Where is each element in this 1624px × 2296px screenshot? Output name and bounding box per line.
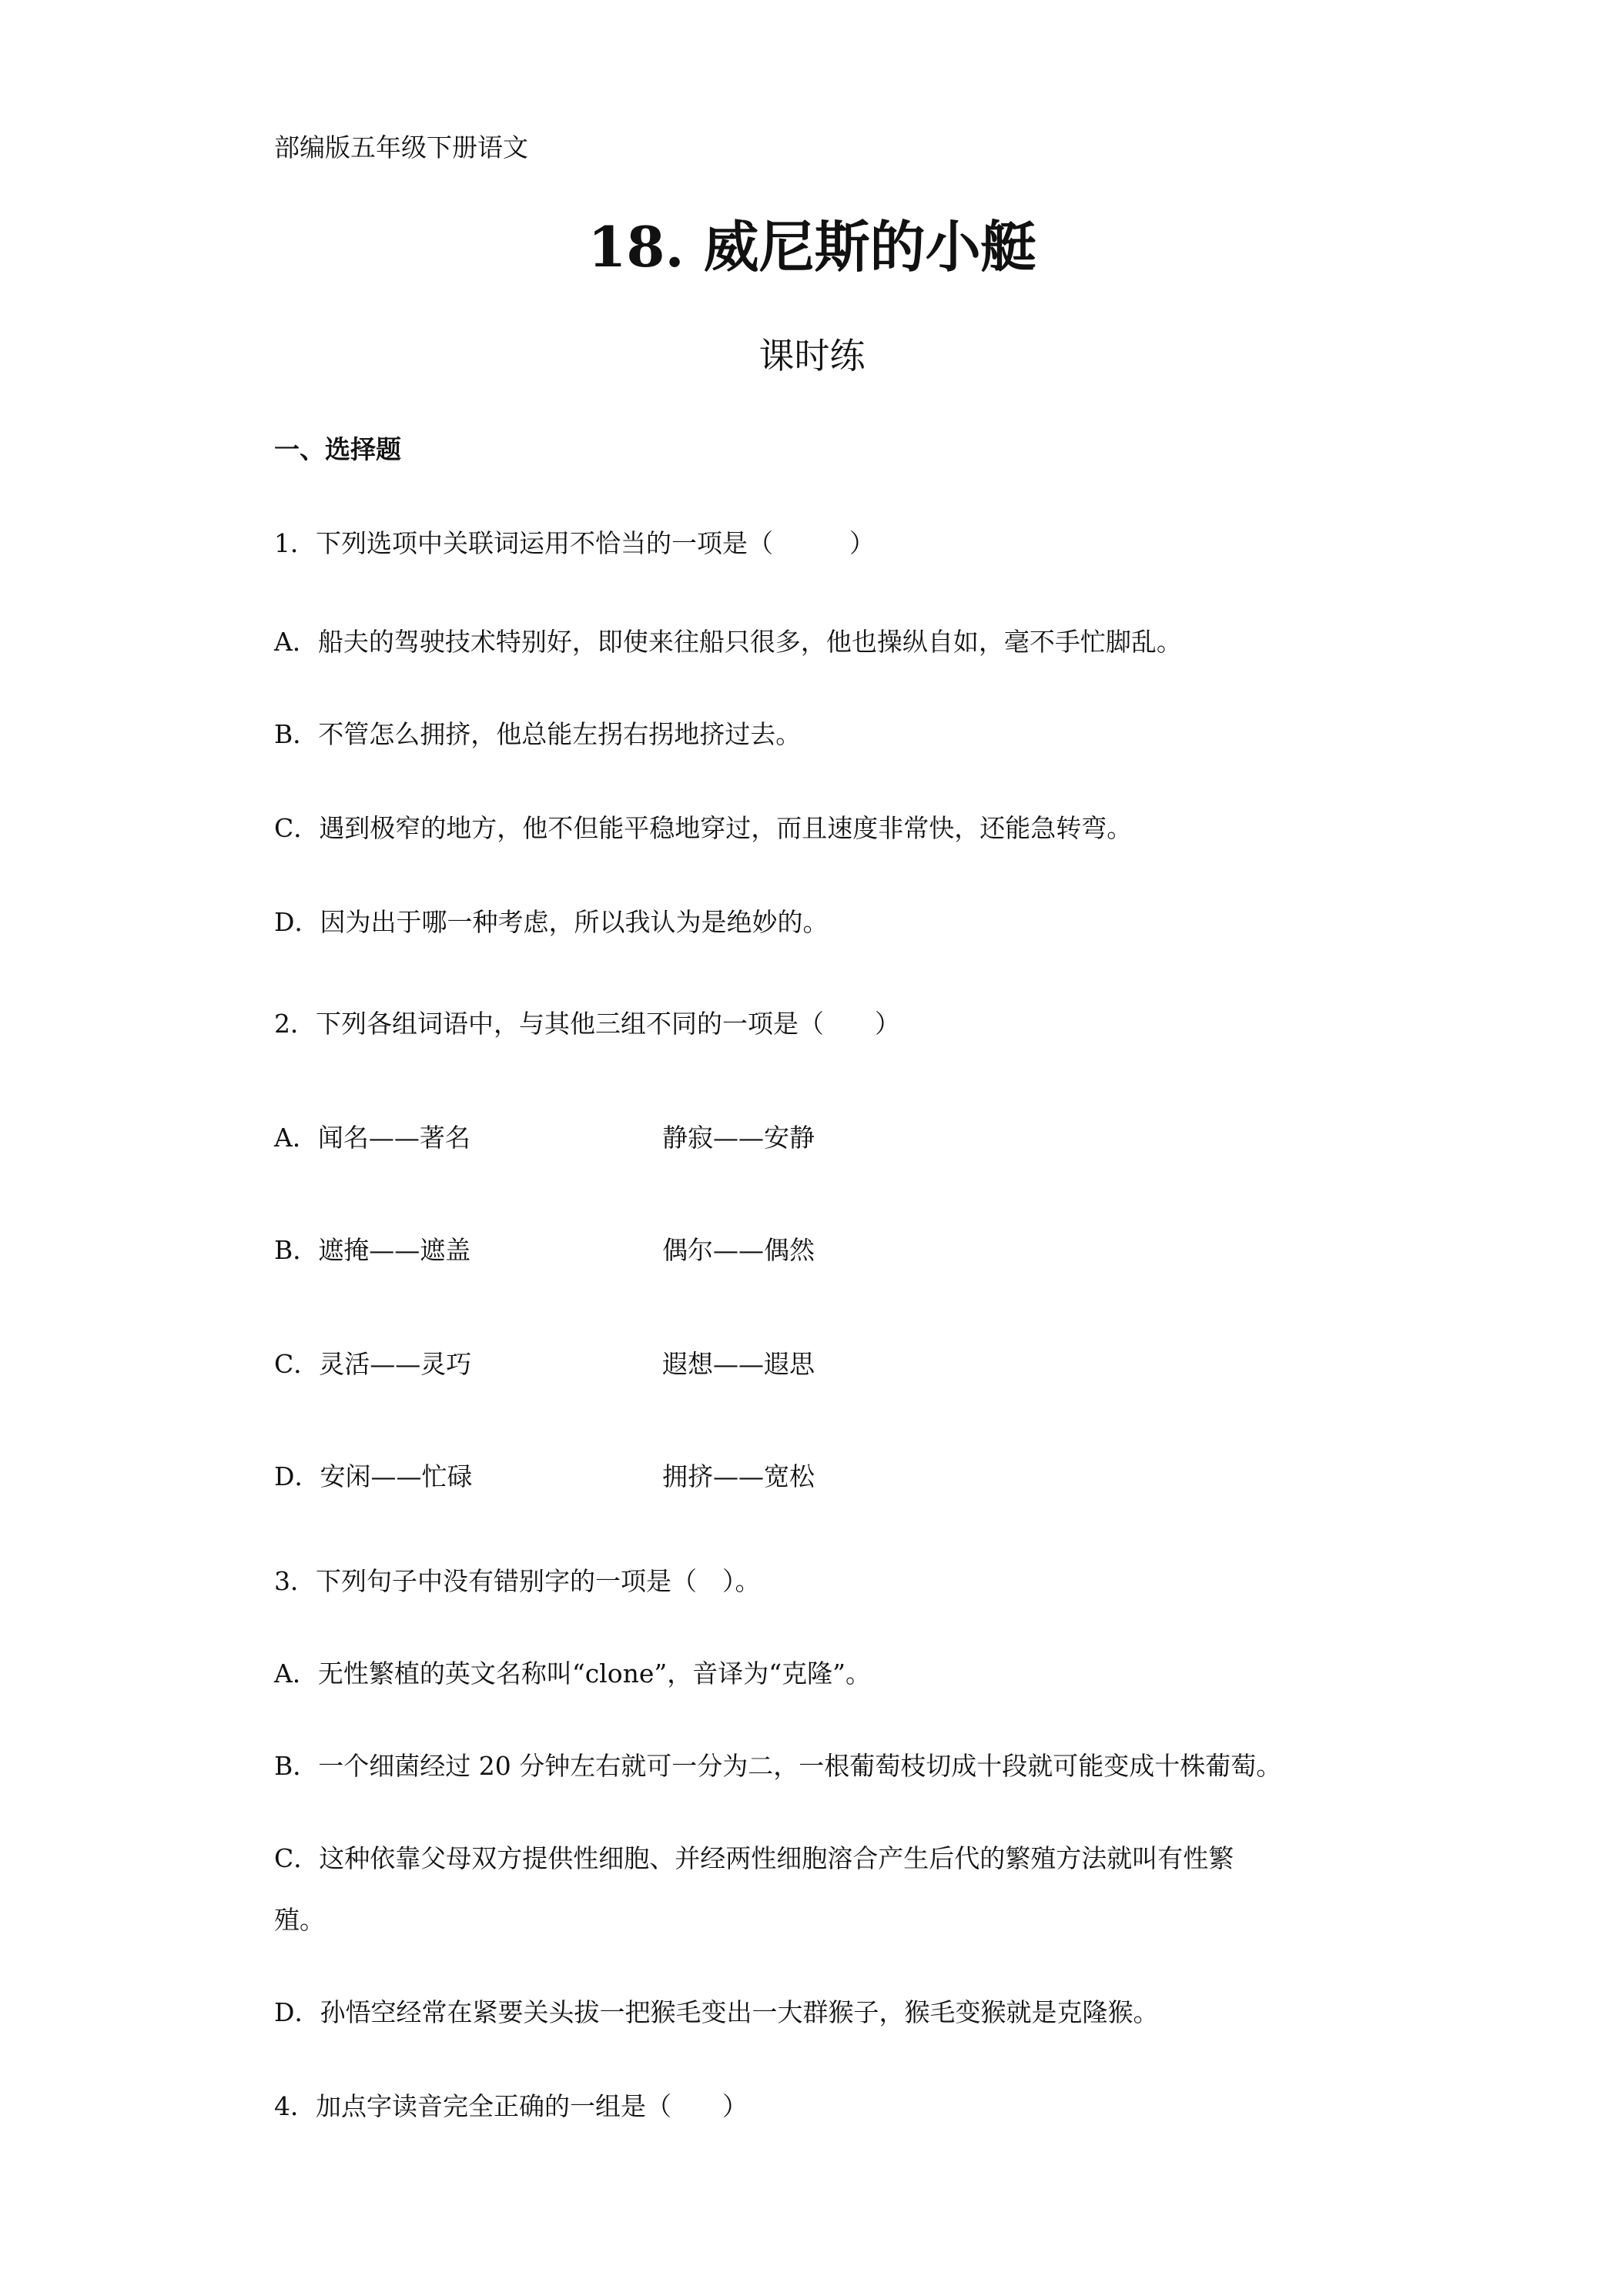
question-3-option-a: A．无性繁植的英文名称叫“clone”，音译为“克隆”。	[274, 1658, 872, 1689]
question-2-option-d-left: D．安闲——忙碌	[274, 1461, 473, 1491]
question-2-option-a-left: A．闻名——著名	[274, 1123, 470, 1153]
section-heading: 一、选择题	[274, 434, 401, 464]
question-1-option-c: C．遇到极窄的地方，他不但能平稳地穿过，而且速度非常快，还能急转弯。	[274, 813, 1133, 843]
question-3-option-b: B．一个细菌经过 20 分钟左右就可一分为二，一根葡萄枝切成十段就可能变成十株葡萄。	[274, 1751, 1282, 1781]
page-title: 18. 威尼斯的小艇	[588, 214, 1036, 279]
question-2-option-c-left: C．灵活——灵巧	[274, 1349, 472, 1379]
question-1-option-d: D．因为出于哪一种考虑，所以我认为是绝妙的。	[274, 907, 829, 937]
question-1-option-a: A．船夫的驾驶技术特别好，即使来往船只很多，他也操纵自如，毫不手忙脚乱。	[274, 627, 1182, 657]
question-3-option-d: D．孙悟空经常在紧要关头拔一把猴毛变出一大群猴子，猴毛变猴就是克隆猴。	[274, 1997, 1159, 2027]
header-note: 部编版五年级下册语文	[274, 132, 528, 162]
question-2-option-d-right: 拥挤——宽松	[662, 1461, 815, 1491]
question-2-option-b-right: 偶尔——偶然	[662, 1235, 815, 1265]
question-1-option-b: B．不管怎么拥挤，他总能左拐右拐地挤过去。	[274, 719, 802, 749]
question-1-stem: 1．下列选项中关联词运用不恰当的一项是（ ）	[274, 528, 875, 558]
question-3-stem: 3．下列句子中没有错别字的一项是（ ）。	[274, 1566, 761, 1596]
question-3-option-c: C．这种依靠父母双方提供性细胞、并经两性细胞溶合产生后代的繁殖方法就叫有性繁	[274, 1843, 1234, 1873]
page-subtitle: 课时练	[758, 335, 866, 377]
question-2-option-c-right: 遐想——遐思	[662, 1349, 815, 1379]
question-2-option-a-right: 静寂——安静	[662, 1123, 815, 1153]
question-2-option-b-left: B．遮掩——遮盖	[274, 1235, 471, 1265]
question-4-stem: 4．加点字读音完全正确的一组是（ ）	[274, 2091, 748, 2121]
question-3-option-c-continued: 殖。	[274, 1905, 325, 1935]
question-2-stem: 2．下列各组词语中，与其他三组不同的一项是（ ）	[274, 1009, 900, 1039]
